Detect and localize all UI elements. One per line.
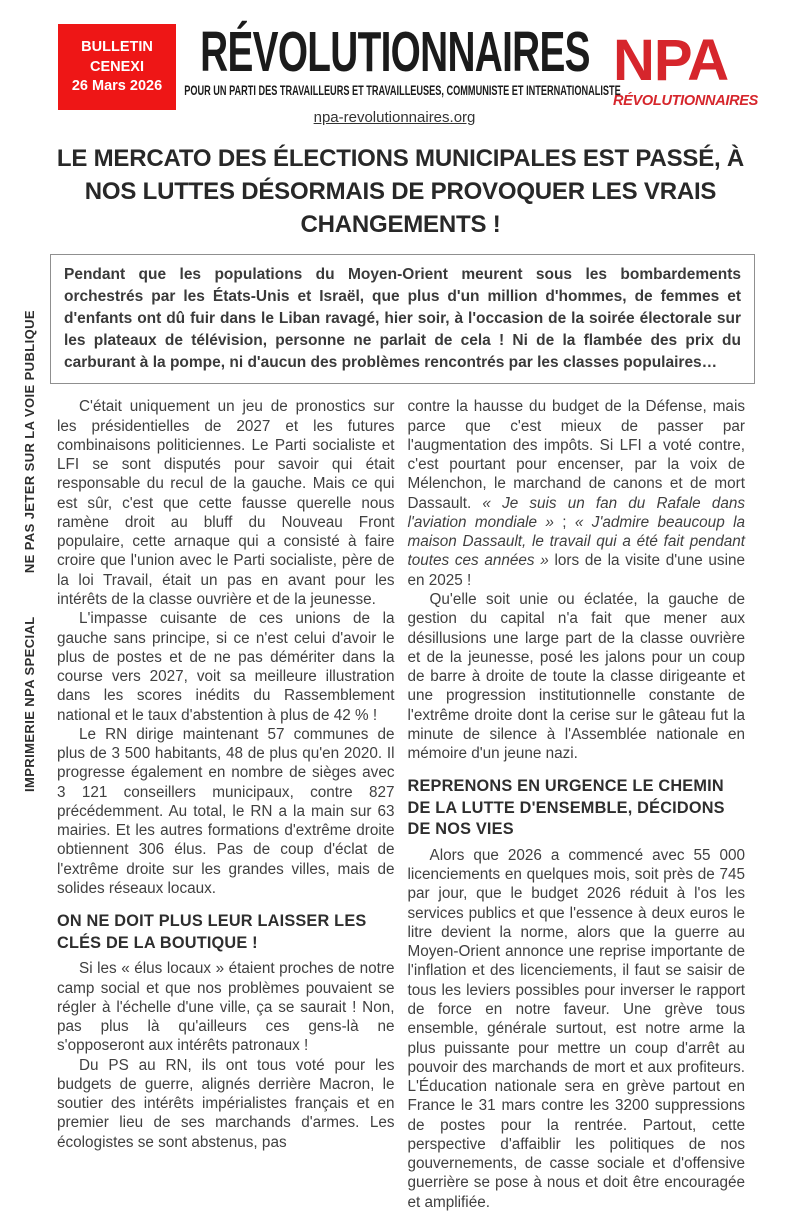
article-body bbox=[0, 394, 791, 1212]
main-headline: LE MERCATO DES ÉLECTIONS MUNICIPALES EST PASSÉ, À NOS LUTTES DÉSORMAIS DE PROVOQUER LES VRAIS CHANGEMENTS ! bbox=[56, 145, 745, 239]
paragraph: Qu'elle soit unie ou éclatée, la gauche de gestion du capital n'a fait que mener aux désillusions une large part de la classe ouvrière et de la jeunesse, posé les jalons pour un coup de barre à droite de toute la classe dirigeante et une progression institutionnelle constante de l'extrême droite dont la cerise sur le gâteau fut la minute de silence à l'Assemblée nationale en mémoire d'un jeune nazi. bbox=[407, 590, 745, 763]
quote-dassault: « J'admire beaucoup la maison Dassault, le travail qui a été fait pendant toutes ces années » bbox=[407, 513, 745, 570]
vertical-margin-note bbox=[22, 310, 37, 792]
subheading-boutique: ON NE DOIT PLUS LEUR LAISSER LES CLÉS DE LA BOUTIQUE ! bbox=[57, 912, 367, 952]
paragraph: Du PS au RN, ils ont tous voté pour les budgets de guerre, alignés derrière Macron, le soutier des intérêts impérialistes français et en premier lieu de ses marchands d'armes. Les écologistes se sont abstenus, pas bbox=[57, 1056, 395, 1151]
quote-rafale: « Je suis un fan du Rafale dans l'aviation mondiale » bbox=[407, 494, 745, 531]
bulletin-date: 26 Mars 2026 bbox=[71, 78, 163, 95]
right-column bbox=[408, 397, 746, 1212]
paragraph-text: lors de la visite d'une usine en 2025 ! bbox=[407, 552, 745, 589]
masthead-subtitle: POUR UN PARTI DES TRAVAILLEURS ET TRAVAILLEUSES, COMMUNISTE ET INTERNATIONALISTE bbox=[183, 83, 621, 98]
imprimerie-note: IMPRIMERIE NPA SPECIAL bbox=[22, 616, 37, 792]
voie-publique-note: NE PAS JETER SUR LA VOIE PUBLIQUE bbox=[22, 310, 37, 574]
left-column bbox=[57, 397, 395, 1212]
bulletin-label: BULLETIN bbox=[81, 39, 153, 56]
paragraph bbox=[408, 397, 746, 590]
paragraph-text: ; bbox=[553, 513, 575, 531]
paragraph: Le RN dirige maintenant 57 communes de plus de 3 500 habitants, 48 de plus qu'en 2020. Il progresse également en nombre de sièges avec 3 121 conseillers municipaux, contre 827 précédemment. Au total, le RN a la main sur 63 mairies. Et les autres formations d'extrême droite obtiennent 306 élus. Pas de coup d'éclat de l'extrême droite sur les grandes villes, mais de solides réseaux locaux. bbox=[57, 725, 395, 897]
bulletin-info-box bbox=[58, 24, 176, 110]
paragraph-text: contre la hausse du budget de la Défense, mais parce que c'est mieux de passer par l'augmentation des impôts. Si LFI a voté contre, c'est pourtant pour encenser, par la voix de Mélenchon, le marchand de canons et de mort Dassault. bbox=[407, 398, 745, 512]
masthead bbox=[176, 20, 621, 127]
paragraph: C'était uniquement un jeu de pronostics sur les présidentielles de 2027 et les futures combinaisons politiciennes. Le Parti socialiste et LFI se sont disputés pour savoir qui était responsable du recul de la gauche. Mais ce qui est sûr, c'est que cette fausse querelle nous ramène droit au bluff du Nouveau Front populaire, cette arnaque qui a consisté à faire croire que l'union avec le Parti socialiste, père de la loi Travail, était un pas en avant pour les intérêts de la classe ouvrière et de la jeunesse. bbox=[57, 398, 395, 608]
bulletin-site-name: CENEXI bbox=[90, 58, 144, 75]
paragraph: Si les « élus locaux » étaient proches de notre camp social et que nos problèmes pouvaient se régler à l'échelle d'une ville, ça se saurait ! Non, pas plus là qu'ailleurs ces gens-là ne s'opposeront aux intérêts patronaux ! bbox=[57, 960, 395, 1055]
paragraph: Alors que 2026 a commencé avec 55 000 licenciements en quelques mois, soit près de 745 par jour, que le budget 2026 réduit à l'os les services publics et que l'essence à deux euros le litre devient la norme, alors que la guerre au Moyen-Orient annonce une reprise importante de l'inflation et des licenciements, il faut se saisir de tous les leviers possibles pour inverser le rapport de force en notre faveur. Une grève tous ensemble, générale surtout, est notre arme la plus puissante pour mettre un coup d'arrêt au pouvoir des marchands de mort et aux profiteurs. L'Éducation nationale sera en grève partout en France le 31 mars contre les 3200 suppressions de postes pour la rentrée. Partout, cette perspective d'affaiblir les politiques de nos gouvernements, de casse sociale et d'offensive guerrière se pose à nous et doit être encouragée et amplifiée. bbox=[407, 846, 745, 1211]
masthead-header bbox=[0, 0, 791, 127]
subheading-lutte: REPRENONS EN URGENCE LE CHEMIN DE LA LUTTE D'ENSEMBLE, DÉCIDONS DE NOS VIES bbox=[407, 777, 725, 839]
npa-logo-text: NPA bbox=[613, 28, 729, 93]
paragraph: L'impasse cuisante de ces unions de la gauche sans principe, si ce n'est celui d'avoir le plus de postes et de ne pas démériter dans la course vers 2027, voit sa meilleure illustration dans les scores inédits du Rassemblement national et le taux d'abstention à plus de 42 % ! bbox=[57, 610, 395, 724]
masthead-title: RÉVOLUTIONNAIRES bbox=[199, 20, 590, 84]
npa-logo bbox=[613, 24, 765, 109]
website-link[interactable]: npa-revolutionnaires.org bbox=[313, 109, 476, 126]
lede-box: Pendant que les populations du Moyen-Orient meurent sous les bombardements orchestrés par les États-Unis et Israël, que plus d'un million d'hommes, de femmes et d'enfants ont dû fuir dans le Liban ravagé, hier soir, à l'occasion de la soirée électorale sur les plateaux de télévision, personne ne parlait de cela ! Ni de la flambée des prix du carburant à la pompe, ni d'aucun des problèmes rencontrés par les classes populaires… bbox=[50, 254, 755, 384]
npa-logo-subtext: RÉVOLUTIONNAIRES bbox=[613, 93, 759, 110]
